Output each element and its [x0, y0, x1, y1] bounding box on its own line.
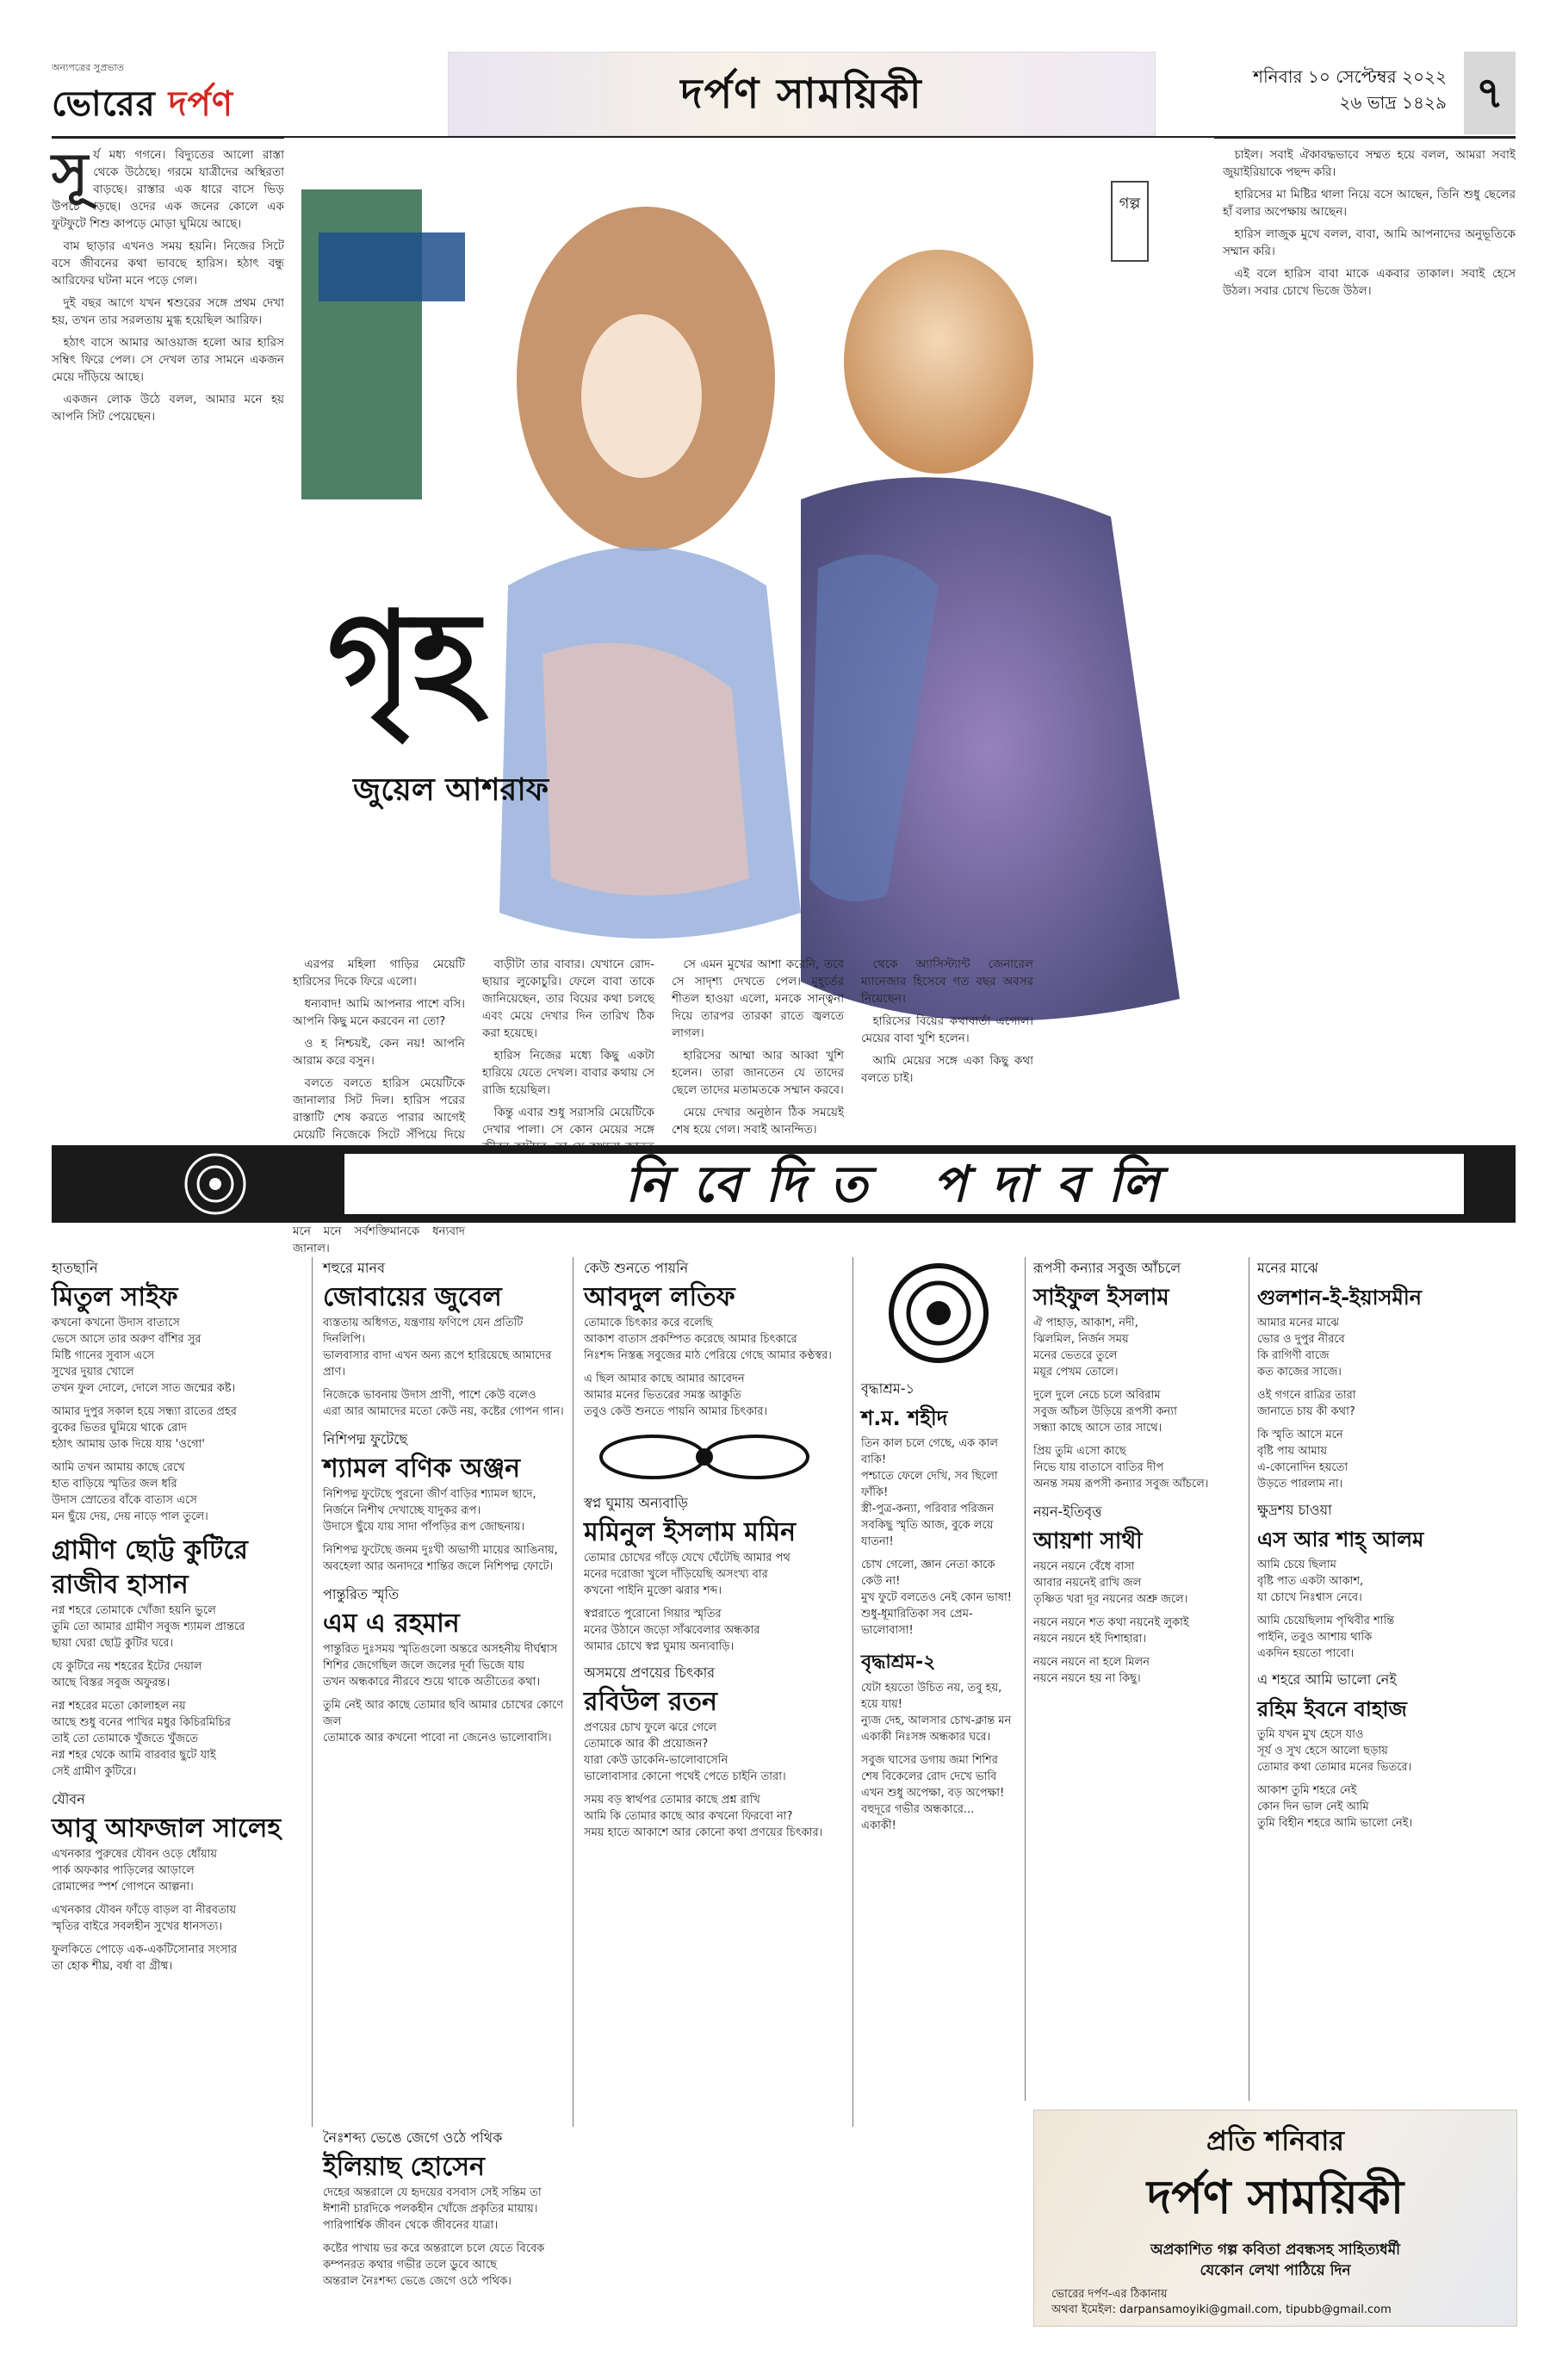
promo-email-line: অথবা ইমেইল: darpansamoyiki@gmail.com, tipubb@gmail.com [1051, 2303, 1392, 2316]
poem-stanza: স্বপ্নরাতে পুরোনো গিয়ার স্মৃতির মনের উঠানে জড়ো সাঁঝবেলার অন্ধকার আমার চোখে স্বপ্ন ঘুমায় অন্যবাড়ি। [584, 1608, 760, 1653]
column-rule [852, 1257, 853, 2127]
poem-stanza: আমার দুপুর সকাল হয়ে সন্ধ্যা রাতের প্রহর বুকের ভিতর ঘুমিয়ে থাকে রোদ হঠাৎ আমায় ডাক দিয়ে যায় 'ওগো' [52, 1405, 237, 1451]
story-paragraph: হারিস নিজের মধ্যে কিছু একটা হারিয়ে যেতে দেখল। বাবার কথায় সে রাজি হয়েছিল। [482, 1049, 654, 1097]
story-paragraph: মেয়ে দেখার অনুষ্ঠান ঠিক সময়েই শেষ হয়ে গেল। সবাই আনন্দিত। [672, 1106, 844, 1137]
story-column-1 [52, 141, 284, 1119]
poem-column-4 [861, 1257, 1016, 2118]
poem-stanza: যে কুটিরে নয় শহরের ইটের দেয়াল আছে বিস্তর সবুজ অফুরন্ত। [52, 1660, 202, 1689]
poem-block [861, 1378, 1016, 1639]
poem-author: ইলিয়াছ হোসেন [323, 2152, 485, 2182]
poem-stanza: আকাশ তুমি শহরে নেই কোন দিন ভাল নেই আমি তুমি বিহীন শহরে আমি ভালো নেই। [1257, 1784, 1413, 1830]
story-paragraph: এই বলে হারিস বাবা মাকে একবার তাকাল। সবাই হেসে উঠল। সবার চোখে ভিজে উঠল। [1223, 267, 1516, 298]
poem-stanza: নগ্ন শহরে তোমাকে খোঁজা হয়নি ভুলে তুমি তো আমার গ্রামীণ সবুজ শ্যামল প্রান্তরে ছায়া ঘেরা ছোট্ট কুটির ঘরে। [52, 1604, 245, 1650]
masthead [52, 52, 1516, 134]
story-paragraph: বলতে বলতে হারিস মেয়েটিকে জানালার সিট দিল। হারিস পরের রাস্তাটি শেষ করতে পারার আগেই মেয়েটি নিজেকে সিটে সঁপিয়ে দিয়ে [293, 1076, 465, 1142]
poem-author: এস আর শাহ্ আলম [1257, 1528, 1424, 1552]
poem-body [584, 1720, 842, 1841]
poem-title: এ শহরে আমি ভালো নেই [1257, 1671, 1397, 1688]
poem-column-6 [1257, 1257, 1516, 2101]
poem-author: আবু আফজাল সালেহ [52, 1813, 282, 1844]
poem-author: সাইফুল ইসলাম [1033, 1285, 1169, 1311]
poem-body [52, 1315, 301, 1525]
story-column-4 [672, 956, 844, 1137]
poem-stanza: ওই গগনে রাত্রির তারা জানাতে চায় কী কথা? [1257, 1389, 1356, 1418]
poem-stanza: সবুজ ঘাসের ডগায় জমা শিশির শেষ বিকেলের রোদ দেখে ভাবি এখন শুধু অপেক্ষা, বড় অপেক্ষা! বহুদূরে গভীর অন্ধকারে... একাকী! [861, 1754, 1005, 1832]
poem-title: গ্রামীণ ছোট্ট কুটিরে [52, 1535, 248, 1565]
promo-box [1033, 2110, 1517, 2327]
poem-author: এম এ রহমান [323, 1608, 460, 1639]
story-column-6 [1223, 146, 1516, 1128]
paisley-ornament-icon [584, 1427, 825, 1487]
poem-block [323, 1257, 564, 1420]
column-rule [312, 1257, 313, 2127]
poem-author: গুলশান-ই-ইয়াসমীন [1257, 1286, 1423, 1310]
poem-block [52, 1534, 301, 1780]
poem-stanza: দেহের অন্তরালে যে হৃদয়ের বসবাস সেই সন্তিম তা ঈশানী চারদিকে পলকহীন খোঁজে প্রকৃতির মায়ায়। পারিপার্শ্বিক জীবন থেকে জীবনের যাত্রা। [323, 2186, 542, 2232]
poem-author: মিতুল সাইফ [52, 1282, 178, 1312]
date-block [1188, 64, 1447, 115]
poem-stanza: নগ্ন শহরের মতো কোলাহল নয় আছে শুধু বনের পাখির মধুর কিচিরমিচির তাই তো তোমাকে খুঁজতে খুঁজতে নগ্ন শহর থেকে আমি বারবার ছুটে যাই সেই গ্রামীণ কুটিরে। [52, 1700, 231, 1778]
story-paragraph: কিন্তু এবার শুধু সরাসরি মেয়েটিকে দেখার পালা। সে কোন মেয়ের সঙ্গে [482, 1106, 654, 1137]
poem-stanza: কি স্মৃতি আসে মনে বৃষ্টি পায় আমায় এ-কোনোদিন হয়তো উড়তে পারলাম না। [1257, 1429, 1348, 1491]
poem-stanza: নিশিপদ্ম ফুটেছে জনম দুঃখী অভাগী মায়ের আঙিনায়, অবহেলা আর অনাদরে শান্তির জলে নিশিপদ্ম ফোটে। [323, 1544, 558, 1573]
page-number: ৭ [1464, 52, 1516, 134]
poem-author: জোবায়ের জুবেল [323, 1282, 502, 1312]
poem-stanza: চোখ গেলো, জ্ঞান নেতা কাকে কেউ না! মুখ ফুটে বলতেও নেই কোন ভাষা! শুধু-ধূমারিতিকা সব প্রেম-ভালোবাসা! [861, 1559, 1012, 1637]
poem-author: শ্যামল বণিক অঞ্জন [323, 1453, 520, 1484]
promo-address [1051, 2287, 1508, 2318]
poem-block [1257, 1499, 1516, 1662]
poem-stanza: নয়নে নয়নে শত কথা নয়নেই লুকাই নয়নে নয়নে হই দিশাহারা। [1033, 1616, 1189, 1646]
poem-stanza: কখনো কখনো উদাস বাতাসে ভেসে আসে তার অরুণ বাঁশির সুর মিষ্টি গানের সুবাস এসে সুখের দুয়ার খোলে তখন ফুল দোলে, দোলে সাত জন্মের কষ্ট। [52, 1317, 236, 1395]
poem-title: বৃদ্ধাশ্রম-১ [861, 1380, 914, 1397]
story-paragraph: একজন লোক উঠে বলল, আমার মনে হয় আপনি সিট পেয়েছেন। [52, 393, 284, 424]
supplement-banner [448, 52, 1156, 136]
poem-block [1033, 1257, 1240, 1492]
logo-tagline: অন্যপত্রের সুপ্রভাত [52, 62, 124, 73]
story-paragraph: মনে মনে সর্বশক্তিমানকে ধন্যবাদ জানাল। [293, 1224, 465, 1255]
poem-stanza: নয়নে নয়নে বেঁধে বাসা আবার নয়নেই রাখি জল তৃষ্ণিত খরা দূর নয়নের অশ্রু জলে। [1033, 1560, 1188, 1606]
poem-title: স্বপ্ন ঘুমায় অন্যবাড়ি [584, 1495, 688, 1511]
poem-block [1033, 1501, 1240, 1687]
section-title: নিবেদিত পদাবলি [344, 1154, 1464, 1214]
logo-part1: ভোরের [52, 84, 156, 124]
poem-body [323, 1486, 564, 1575]
poem-stanza: তুমি যখন মুখ হেসে যাও সূর্য ও সুখ হেসে আলো ছড়ায় তোমার কথা তোমার মনের ভিতরে। [1257, 1728, 1412, 1774]
newspaper-logo [52, 60, 293, 129]
poem-stanza: এখনকার যৌবন ফাঁড়ে বাড়ল বা নীরবতায় স্মৃতির বাইরে সবলহীন সুখের ধানসত্য। [52, 1904, 237, 1933]
poem-stanza: তুমি নেই আর কাছে তোমার ছবি আমার চোখের কোণে জল তোমাকে আর কখনো পাবো না জেনেও ভালোবাসি। [323, 1699, 564, 1745]
poem-body [861, 1680, 1016, 1834]
poem-stanza: এ ছিল আমার কাছে আমার আবেদন আমার মনের ভিতরের সমস্ত আকুতি তবুও কেউ শুনতে পায়নি আমার চিৎকার। [584, 1373, 768, 1418]
poem-title: নয়ন-ইতিবৃত্ত [1033, 1503, 1102, 1520]
poem-body [861, 1435, 1016, 1639]
story-paragraph: চাইল। সবাই ঐকাবদ্ধভাবে সম্মত হয়ে বলল, আমরা সবাই জুয়াইরিয়াকে পছন্দ করি। [1223, 148, 1516, 179]
poem-column-3 [584, 1257, 842, 2118]
poem-block [584, 1257, 842, 1420]
promo-subtitle: অপ্রকাশিত গল্প কবিতা প্রবন্ধসহ সাহিত্যধর্মী যেকোন লেখা পাঠিয়ে দিন [1150, 2241, 1400, 2279]
poem-body [1033, 1315, 1240, 1492]
poem-stanza: ফুলকিতে পোড়ে এক-একটিসোনার সংসার তা হোক শীঘ্র, বর্ষা বা গ্রীষ্ম। [52, 1943, 238, 1973]
poem-stanza: নয়নে নয়নে না হলে মিলন নয়নে নয়নে হয় না কিছু। [1033, 1656, 1150, 1685]
poem-author: রাজীব হাসান [52, 1570, 189, 1600]
story-title: গৃহ [327, 583, 480, 734]
poem-block [323, 1429, 564, 1575]
poem-title: পান্তুরিত স্মৃতি [323, 1586, 400, 1602]
poem-block [52, 1788, 301, 1974]
poem-block [323, 1584, 564, 1746]
column-rule [573, 1257, 574, 2127]
poem-column-1 [52, 1257, 301, 2359]
poem-author: শ.ম. শহীদ [861, 1406, 948, 1430]
story-paragraph: আমি মেয়ের সঙ্গে একা কিছু কথা বলতে চাই। [861, 1054, 1033, 1085]
poem-author: রহিম ইবনে বাহাজ [1257, 1697, 1407, 1721]
poem-stanza: ঐ পাহাড়, আকাশ, নদী, ঝিলমিল, নির্জন সময় মনের ভেতরে তুলে ময়ূর পেখম তোলে। [1033, 1317, 1138, 1379]
poem-stanza: নিজেকে ভাবনায় উদাস প্রাণী, পাশে কেউ বলেও এরা আর আমাদের মতো কেউ নয়, কষ্টের গোপন গান। [323, 1389, 564, 1418]
poem-stanza: যেটা হয়তো উচিত নয়, তবু হয়, হয়ে যায়! ন্যুজ দেহ, আলসার চোখ-ক্লান্ত মন একাকী নিঃসঙ্গ অন্ধকার ঘরে। [861, 1682, 1012, 1744]
promo-title: দর্পণ সাময়িকী [1146, 2169, 1404, 2224]
poem-stanza: আমি তখন আমায় কাছে রেখে হাত বাড়িয়ে স্মৃতির জল ধরি উদাস স্রোতের বাঁকে বাতাস এসে মন ছুঁয়ে দেয়, দেয় নাড়ে পাল তুলে। [52, 1461, 208, 1523]
poem-body [323, 2185, 840, 2290]
story-paragraph: সে এমন মুখের আশা করেনি, তবে সে সাদৃশ্য দেখতে পেল। মুহূর্তের শীতল হাওয়া এলো, মনকে সান্ত্বনা দিয়ে তারপর তারকা রাতে জ্বলতে লাগল। [672, 958, 844, 1040]
dropcap: সূ [52, 141, 89, 206]
poem-stanza: সময় বড় স্বার্থপর তোমার কাছে প্রশ্ন রাখি আমি কি তোমার কাছে আর কখনো ফিরবো না? সময় হাতে আকাশে আর কোনো কথা প্রণয়ের চিৎকার। [584, 1794, 823, 1839]
poem-column-5 [1033, 1257, 1240, 2101]
promo-heading: প্রতি শনিবার [1206, 2124, 1345, 2157]
story-paragraph: ধন্যবাদ! আমি আপনার পাশে বসি। আপনি কিছু মনে করবেন না তো? [293, 997, 465, 1028]
poem-body [52, 1846, 301, 1974]
poem-body [1033, 1559, 1240, 1687]
poem-title: অসময়ে প্রণয়ের চিৎকার [584, 1664, 716, 1681]
poem-body [1257, 1557, 1516, 1662]
poem-body [1257, 1315, 1516, 1492]
logo-part2: দর্পণ [168, 84, 234, 124]
story-paragraph: থেকে অ্যাসিস্ট্যান্ট জেনারেল ম্যানেজার হিসেবে গত বছর অবসর নিয়েছেন। [861, 958, 1033, 1006]
story-paragraph: র্য মধ্য গগনে। বিদ্যুতের আলো রাস্তা থেকে উঠেছে। গরমে যাত্রীদের অস্থিরতা বাড়ছে। রাস্তার এক ধারে বাসে ভিড় উপচে পড়ছে। ওদের এক জনের কোলে এক ফুটফুটে শিশু কাপড়ে মোড়া ঘুমিয়ে আছে। [52, 148, 284, 231]
poem-stanza: প্রণয়ের চোখ ফুলে ঝরে গেলে তোমাকে আর কী প্রয়োজন? যারা কেউ ডাকেনি-ভালোবাসেনি ভালোবাসার কোনো পথেই পেতে চাইনি তারা। [584, 1721, 786, 1783]
genre-tag: গল্প [1111, 181, 1149, 262]
date-gregorian: শনিবার ১০ সেপ্টেম্বর ২০২২ [1253, 66, 1447, 87]
poem-stanza: আমার মনের মাঝে ভোর ও দুপুর নীরবে কি রাগিণী বাজে কত কাজের সাজে। [1257, 1317, 1345, 1379]
poem-body [584, 1315, 842, 1420]
poem-block [584, 1662, 842, 1841]
story-author: জুয়েল আশরাফ [353, 772, 549, 808]
poem-block [1257, 1257, 1516, 1492]
story-column-3 [482, 956, 654, 1137]
poem-title: কেউ শুনতে পায়নি [584, 1260, 689, 1276]
story-paragraph: এরপর মহিলা গাড়ির মেয়েটি হারিসের দিকে ফিরে এলো। [293, 958, 465, 989]
poem-stanza: ব্যস্ততায় অধিগত, যন্ত্রণায় ফণিপে যেন প্রতিটি দিনলিপি। ভালবাসার বাদা এখন অন্য রূপে হারিয়েছে আমাদের প্রাণ। [323, 1317, 552, 1379]
story-paragraph: হারিসের আম্মা আর আব্বা খুশি হলেন। তারা জানতেন যে তাদের ছেলে তাদের মতামতকে সম্মান করবে। [672, 1049, 844, 1097]
poem-stanza: আমি চেয়ে ছিলাম বৃষ্টি পাত একটা আকাশ, যা চোখে নিঃশ্বাস নেবে। [1257, 1559, 1364, 1604]
poem-title: ক্ষুদ্রশয় চাওয়া [1257, 1502, 1332, 1518]
poem-stanza: এখনকার পুরুষের যৌবন ওড়ে ধোঁয়ায় পার্ক অফকার পাড়িলের আড়ালে রোমান্সের স্পর্শ গোপনে আল্পনা। [52, 1848, 218, 1893]
poem-title: শহুরে মানব [323, 1260, 385, 1276]
mandala-ornament-icon [181, 1150, 250, 1218]
poem-stanza: আমি চেয়েছিলাম পৃথিবীর শান্তি পাইনি, তবুও আশায় থাকি একদিন হয়তো পাবো। [1257, 1615, 1395, 1660]
story-paragraph: হারিসের বিয়ের কথাবার্তা এগোল। মেয়ের বাবা খুশি হলেন। [861, 1014, 1033, 1045]
story-paragraph: হারিসের মা মিষ্টির থালা নিয়ে বসে আছেন, তিনি শুধু ছেলের হাঁ বলার অপেক্ষায় আছেন। [1223, 188, 1516, 219]
poem-body [323, 1315, 564, 1420]
poem-body [1257, 1726, 1516, 1831]
mandala-ornament-icon [874, 1257, 1003, 1369]
poem-stanza: দুলে দুলে নেচে চলে অবিরাম সবুজ আঁচল উড়িয়ে রূপসী কন্যা সন্ধ্যা কাছে আসে তার সাথে। [1033, 1389, 1177, 1435]
story-paragraph: দুই বছর আগে যখন শ্বশুরের সঙ্গে প্রথম দেখা হয়, তখন তার সরলতায় মুগ্ধ হয়েছিল আরিফ। [52, 296, 284, 327]
poem-title: বৃদ্ধাশ্রম-২ [861, 1652, 936, 1673]
poem-stanza: কষ্টের পাখায় ভর করে অন্তরালে চলে যেতে বিবেক কম্পনরত কথার গভীর তলে ডুবে আছে অন্তরাল নৈঃশব্দ্য ভেঙে জেগে ওঠে পথিক। [323, 2242, 545, 2288]
poem-title: নিশিপদ্ম ফুটেছে [323, 1431, 408, 1447]
story-column-5 [861, 956, 1033, 1128]
poem-stanza: প্রিয় তুমি এসো কাছে নিভে যায় বাতাসে বাতির দীপ অনন্ত সময় রূপসী কন্যার সবুজ আঁচলে। [1033, 1445, 1209, 1491]
poem-stanza: তোমার চোখের গাঁড়ে যেখে ঘেঁটেছি আমার পথ মনের দরোজা খুলে দাঁড়িয়েছি অসংখ্য বার কখনো পাইনি মুক্তো ঝরার শব্দ। [584, 1552, 790, 1597]
poem-title: রূপসী কন্যার সবুজ আঁচলে [1033, 1260, 1181, 1276]
story-paragraph: হঠাৎ বাসে আমার আওয়াজ হলো আর হারিস সম্বিৎ ফিরে পেল। সে দেখল তার সামনে একজন মেয়ে দাঁড়িয়ে আছে। [52, 336, 284, 384]
story-paragraph: ও হ নিশ্চয়ই, কেন নয়! আপনি আরাম করে বসুন। [293, 1037, 465, 1068]
poem-title: মনের মাঝে [1257, 1260, 1318, 1276]
poem-body [584, 1550, 842, 1655]
story-paragraph: বাম ছাড়ার এখনও সময় হয়নি। নিজের সিটে বসে জীবনের কথা ভাবছে হারিস। হঠাৎ বন্ধু আরিফের ঘটনা মনে পড়ে গেল। [52, 239, 284, 288]
poem-stanza: তোমাকে চিৎকার করে বলেছি আকাশ বাতাস প্রকম্পিত করেছে আমার চিৎকারে নিঃশব্দ নিস্তব্ধ সবুজের মাঠ পেরিয়ে গেছে আমার কণ্ঠস্বর। [584, 1317, 832, 1362]
poem-stanza: পান্তুরিত দুঃসময় স্মৃতিগুলো অন্তরে অসহনীয় দীর্ঘশ্বাস শিশির জেগেছিল জলে জলের দূর্বা ভিজে যায় তখন অন্ধকারে নীরবে শুয়ে থাকে অতীতের কথা। [323, 1643, 558, 1689]
poem-author: মমিনুল ইসলাম মমিন [584, 1517, 796, 1547]
poem-block [1257, 1669, 1516, 1831]
poem-block [52, 1257, 301, 1525]
story-column-2 [293, 956, 465, 1255]
poem-block [584, 1492, 842, 1655]
poem-block [861, 1646, 1016, 1834]
poem-title: যৌবন [52, 1791, 85, 1807]
column-rule [1025, 1257, 1026, 2101]
date-bangla: ২৬ ভাদ্র ১৪২৯ [1339, 92, 1447, 113]
poem-title: হাতছানি [52, 1260, 98, 1276]
banner-title: দর্পণ সাময়িকী [680, 70, 923, 118]
poem-bottom [323, 2127, 840, 2359]
story-paragraph: হারিস লাজুক মুখে বলল, বাবা, আমি আপনাদের অনুভূতিকে সম্মান করি। [1223, 227, 1516, 258]
poem-column-2 [323, 1257, 564, 2118]
poem-author: আয়শা সাথী [1033, 1528, 1143, 1554]
story-paragraph: বাড়ীটা তার বাবার। যেখানে রোদ-ছায়ার লুকোচুরি। ফেলে বাবা তাকে জানিয়েছেন, তার বিয়ের কথা চলছে এবং মেয়ে দেখার দিন তারিখ ঠিক করা হয়েছে। [482, 958, 654, 1040]
poem-title: নৈঃশব্দ্য ভেঙে জেগে ওঠে পথিক [323, 2129, 503, 2146]
poem-body [323, 1641, 564, 1746]
poem-author: রবিউল রতন [584, 1687, 717, 1717]
poem-stanza: নিশিপদ্ম ফুটেছে পুরনো জীর্ণ বাড়ির শ্যামল ছাদে, নির্জনে নিশীথ দেখাচ্ছে যাদুকর রূপ। উদাসে ছুঁয়ে যায় সাদা পাঁপড়ির রূপ জোছনায়। [323, 1488, 536, 1534]
promo-address-line: ভোরের দর্পণ-এর ঠিকানায় [1051, 2288, 1168, 2301]
poem-author: আবদুল লতিফ [584, 1282, 735, 1312]
poem-body [52, 1602, 301, 1780]
poem-stanza: তিন কাল চলে গেছে, এক কাল বাকি! পশ্চাতে ফেলে দেখি, সব ছিলো ফাঁকি! স্ত্রী-পুত্র-কন্যা, পরিবার পরিজন সবকিছু স্মৃতি আজ, বুকে লয়ে যাতনা! [861, 1437, 998, 1548]
